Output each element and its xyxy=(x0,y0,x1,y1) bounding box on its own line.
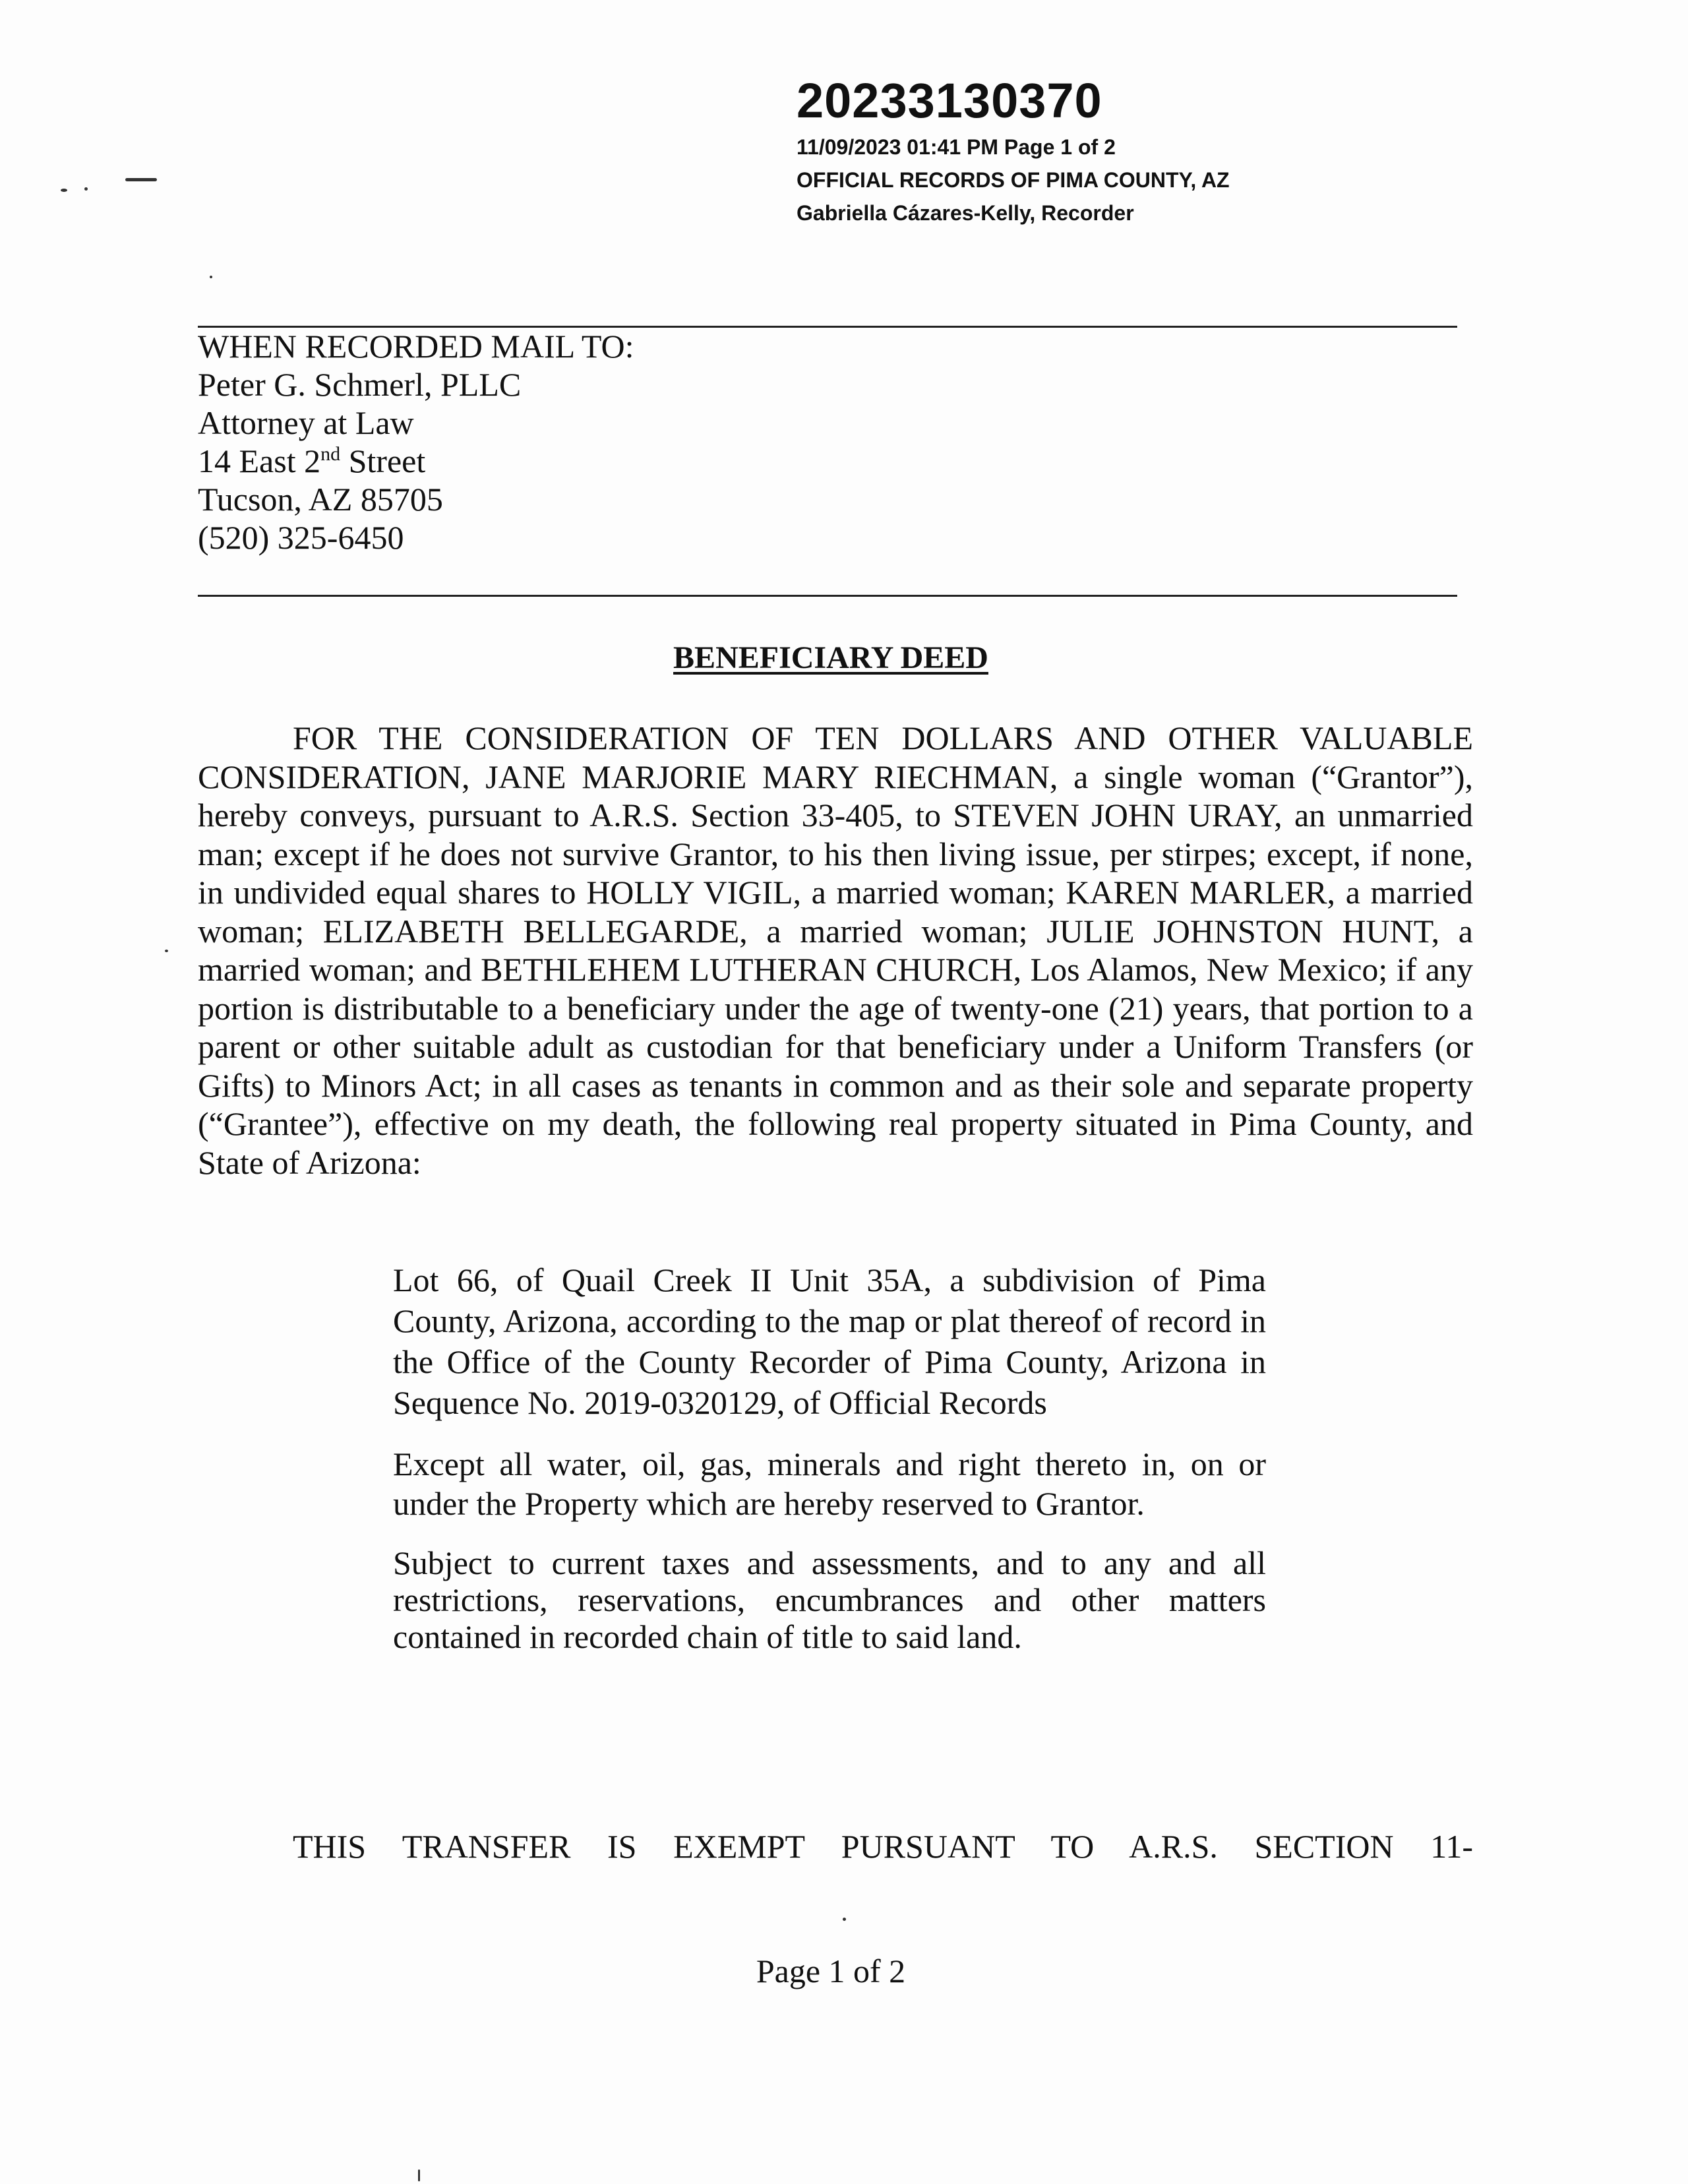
street-name: Street xyxy=(340,442,426,479)
mail-to-heading: WHEN RECORDED MAIL TO: xyxy=(198,328,634,365)
subject-to-clause: Subject to current taxes and assessments, and to any and all restrictions, reservations, encumbrances and other matters contained in recorded chain of title to said land. xyxy=(393,1544,1266,1655)
scan-speck xyxy=(843,1918,846,1921)
mail-to-phone: (520) 325-6450 xyxy=(198,519,404,556)
mail-to-city: Tucson, AZ 85705 xyxy=(198,481,443,518)
recording-stamp xyxy=(797,71,1230,229)
street-suffix: nd xyxy=(320,443,341,465)
mail-to-block xyxy=(198,327,634,557)
deed-title: BENEFICIARY DEED xyxy=(673,640,988,675)
scan-speck xyxy=(210,276,212,278)
mail-to-name: Peter G. Schmerl, PLLC xyxy=(198,366,522,403)
scan-speck xyxy=(165,950,168,952)
scan-speck xyxy=(84,187,88,191)
bottom-divider xyxy=(198,595,1457,597)
mineral-exception: Except all water, oil, gas, minerals and right thereto in, on or under the Property which are hereby reserved to Grantor. xyxy=(393,1445,1266,1522)
document-number: 20233130370 xyxy=(797,73,1102,128)
recording-office: OFFICIAL RECORDS OF PIMA COUNTY, AZ xyxy=(797,168,1230,192)
scan-speck xyxy=(418,2169,420,2181)
legal-description: Lot 66, of Quail Creek II Unit 35A, a subdivision of Pima County, Arizona, according to the map or plat thereof of record in the Office of the County Recorder of Pima County, Arizona in Sequence No. 2019-0320129, of Official Records xyxy=(393,1261,1266,1421)
exemption-statement: THIS TRANSFER IS EXEMPT PURSUANT TO A.R.S. SECTION 11- xyxy=(293,1828,1473,1865)
conveyance-paragraph xyxy=(198,719,1473,1182)
recording-datetime: 11/09/2023 01:41 PM Page 1 of 2 xyxy=(797,135,1116,159)
recorder-name: Gabriella Cázares-Kelly, Recorder xyxy=(797,201,1134,225)
conveyance-text: FOR THE CONSIDERATION OF TEN DOLLARS AND OTHER VALUABLE CONSIDERATION, JANE MARJORIE MARY RIECHMAN, a single woman (“Grantor”), hereby conveys, pursuant to A.R.S. Section 33-405, to STEVEN JOHN URAY, an unmarried man; except if he does not survive Grantor, to his then living issue, per stirpes; except, if none, in undivided equal shares to HOLLY VIGIL, a married woman; KAREN MARLER, a married woman; ELIZABETH BELLEGARDE, a married woman; JULIE JOHNSTON HUNT, a married woman; and BETHLEHEM LUTHERAN CHURCH, Los Alamos, New Mexico; if any portion is distributable to a beneficiary under the age of twenty-one (21) years, that portion to a parent or other suitable adult as custodian for that beneficiary under a Uniform Transfers (or Gifts) to Minors Act; in all cases as tenants in common and as their sole and separate property (“Grantee”), effective on my death, the following real property situated in Pima County, and State of Arizona: xyxy=(198,719,1473,1181)
mail-to-title: Attorney at Law xyxy=(198,404,414,441)
street-number: 14 East 2 xyxy=(198,442,321,479)
scan-speck xyxy=(61,189,67,192)
scan-speck xyxy=(125,178,157,181)
legal-description-block xyxy=(393,1259,1266,1676)
page-number: Page 1 of 2 xyxy=(756,1953,906,1989)
mail-to-street xyxy=(198,442,634,480)
